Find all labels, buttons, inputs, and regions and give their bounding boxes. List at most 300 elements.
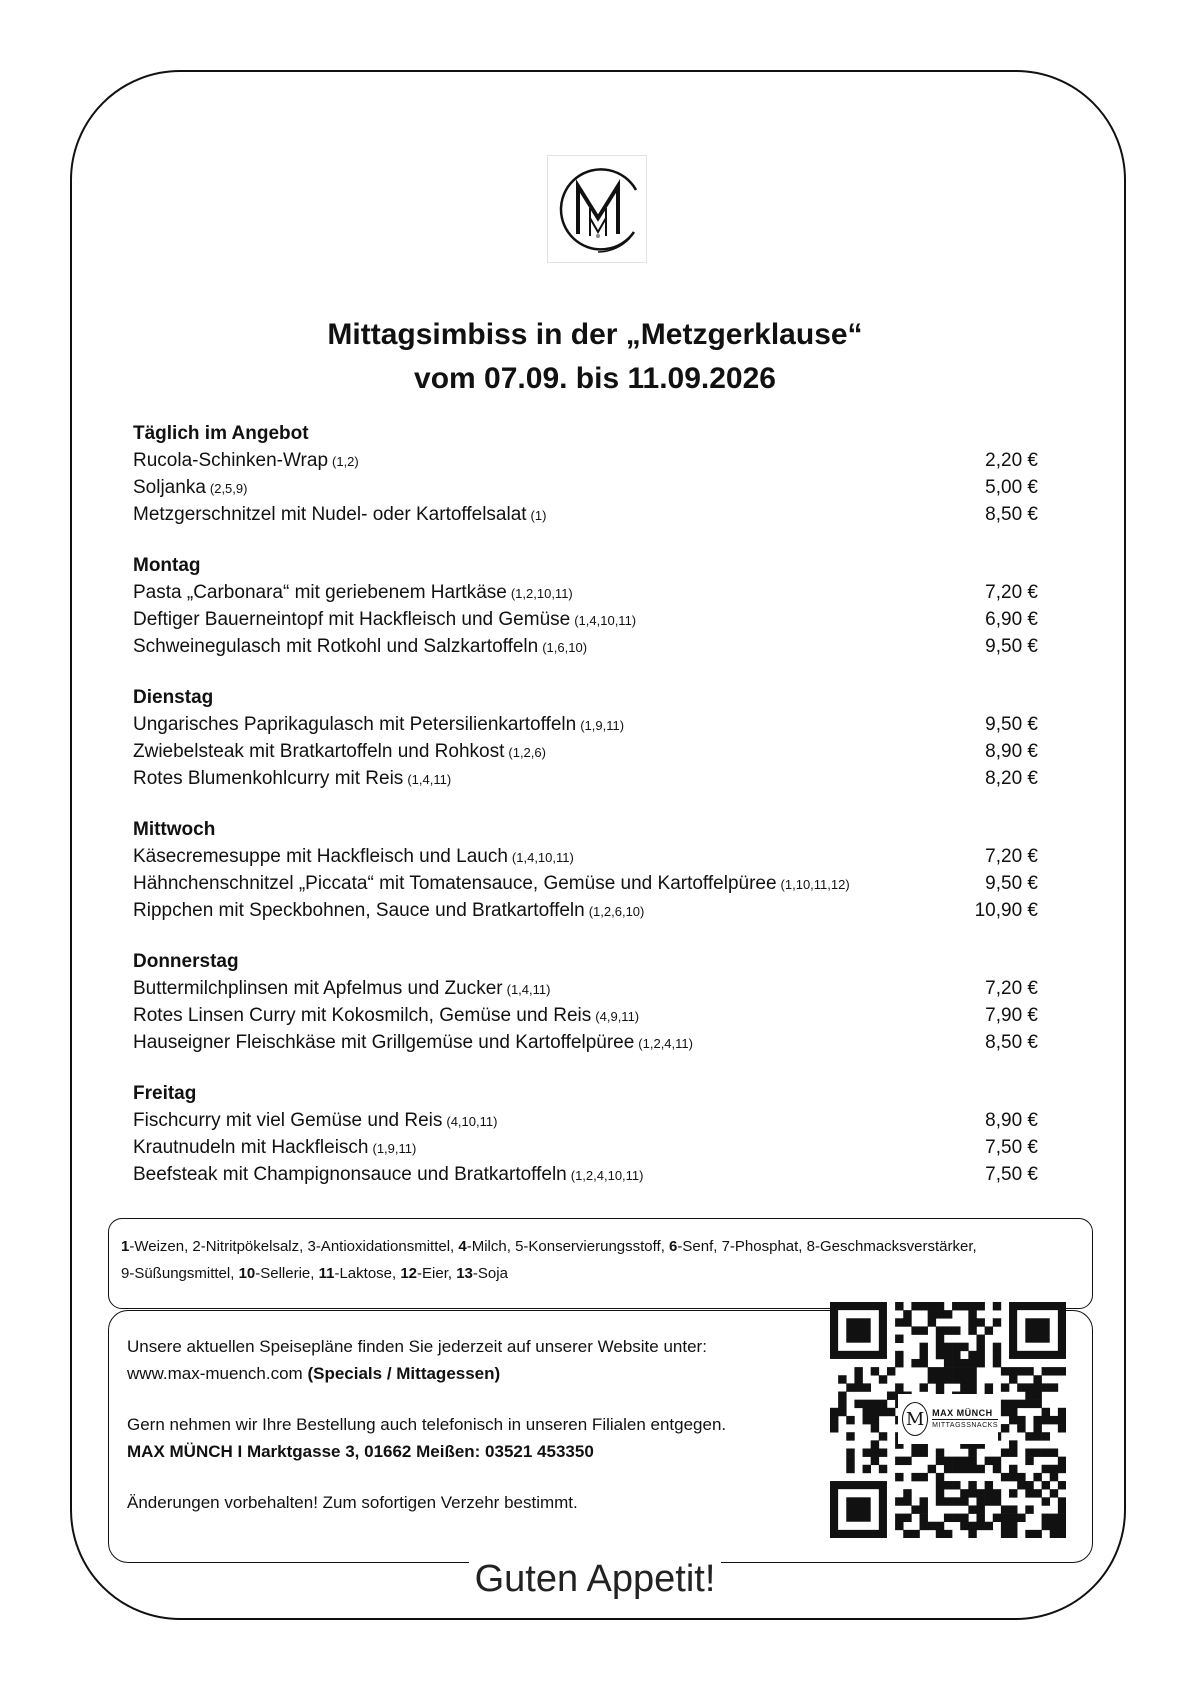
qr-module bbox=[920, 1383, 928, 1391]
menu-item-description bbox=[133, 633, 587, 661]
qr-module bbox=[1001, 1424, 1009, 1432]
qr-module bbox=[895, 1335, 903, 1343]
menu-item-description bbox=[133, 975, 550, 1003]
qr-module bbox=[871, 1367, 879, 1375]
menu-item bbox=[133, 975, 1038, 1002]
qr-module bbox=[928, 1465, 936, 1473]
qr-module bbox=[993, 1465, 1001, 1473]
qr-module bbox=[911, 1302, 919, 1310]
qr-module bbox=[968, 1465, 976, 1473]
qr-module bbox=[976, 1505, 984, 1513]
menu-item-name: Schweinegulasch mit Rotkohl und Salzkartoffeln bbox=[133, 636, 539, 657]
menu-item-name: Buttermilchplinsen mit Apfelmus und Zucker bbox=[133, 978, 503, 999]
qr-module bbox=[879, 1448, 887, 1456]
qr-module bbox=[936, 1457, 944, 1465]
qr-module bbox=[1025, 1530, 1033, 1538]
qr-module bbox=[936, 1481, 944, 1489]
qr-module bbox=[960, 1375, 968, 1383]
section-title: Dienstag bbox=[133, 687, 214, 708]
menu-item-name: Metzgerschnitzel mit Nudel- oder Kartoffelsalat bbox=[133, 504, 527, 525]
qr-module bbox=[1042, 1481, 1050, 1489]
qr-module bbox=[976, 1335, 984, 1343]
allergen-codes: (4,9,11) bbox=[595, 1009, 640, 1024]
qr-module bbox=[944, 1530, 952, 1538]
qr-module bbox=[968, 1375, 976, 1383]
qr-finder-inner bbox=[1025, 1318, 1049, 1342]
menu-item-description bbox=[133, 1161, 644, 1189]
menu-item-description bbox=[133, 1107, 497, 1135]
qr-module bbox=[1058, 1408, 1066, 1416]
qr-module bbox=[846, 1465, 854, 1473]
menu-item-name: Rucola-Schinken-Wrap bbox=[133, 450, 329, 471]
qr-module bbox=[1058, 1522, 1066, 1530]
qr-module bbox=[960, 1367, 968, 1375]
allergen-codes: (1,4,11) bbox=[407, 772, 452, 787]
allergen-number: 3 bbox=[307, 1238, 316, 1255]
qr-module bbox=[993, 1457, 1001, 1465]
qr-module bbox=[920, 1359, 928, 1367]
menu-section bbox=[133, 816, 1038, 924]
qr-module bbox=[960, 1359, 968, 1367]
qr-module bbox=[1033, 1383, 1041, 1391]
qr-module bbox=[871, 1448, 879, 1456]
qr-module bbox=[944, 1481, 952, 1489]
qr-module bbox=[1009, 1440, 1017, 1448]
qr-module bbox=[936, 1367, 944, 1375]
website-link[interactable]: www.max-muench.com bbox=[127, 1364, 303, 1383]
qr-module bbox=[1058, 1465, 1066, 1473]
qr-module bbox=[1050, 1522, 1058, 1530]
qr-module bbox=[838, 1408, 846, 1416]
allergen-label: -Konservierungsstoff, bbox=[523, 1238, 670, 1255]
qr-module bbox=[1025, 1448, 1033, 1456]
menu-item-price: 10,90 € bbox=[974, 900, 1038, 921]
qr-module bbox=[871, 1424, 879, 1432]
qr-module bbox=[928, 1375, 936, 1383]
qr-module bbox=[863, 1416, 871, 1424]
qr-module bbox=[960, 1497, 968, 1505]
qr-module bbox=[1058, 1505, 1066, 1513]
qr-module bbox=[903, 1497, 911, 1505]
qr-module bbox=[1009, 1375, 1017, 1383]
menu-item bbox=[133, 897, 1038, 924]
qr-module bbox=[968, 1318, 976, 1326]
qr-module bbox=[911, 1473, 919, 1481]
qr-module bbox=[1001, 1408, 1009, 1416]
qr-module bbox=[952, 1481, 960, 1489]
allergen-legend bbox=[108, 1218, 1093, 1309]
qr-module bbox=[920, 1448, 928, 1456]
page-subtitle-date-range: vom 07.09. bis 11.09.2026 bbox=[414, 362, 776, 395]
menu-item bbox=[133, 501, 1038, 528]
qr-module bbox=[960, 1514, 968, 1522]
qr-module bbox=[1058, 1416, 1066, 1424]
qr-module bbox=[1058, 1424, 1066, 1432]
qr-module bbox=[944, 1359, 952, 1367]
qr-module bbox=[879, 1465, 887, 1473]
qr-module bbox=[985, 1457, 993, 1465]
qr-module bbox=[928, 1367, 936, 1375]
qr-module bbox=[1033, 1375, 1041, 1383]
menu-item-name: Beefsteak mit Champignonsauce und Bratkartoffeln bbox=[133, 1164, 567, 1185]
menu-item bbox=[133, 1029, 1038, 1056]
section-title: Mittwoch bbox=[133, 819, 216, 840]
section-title: Täglich im Angebot bbox=[133, 423, 309, 444]
qr-module bbox=[895, 1359, 903, 1367]
qr-module bbox=[1050, 1465, 1058, 1473]
qr-code[interactable] bbox=[830, 1302, 1066, 1538]
qr-finder-inner bbox=[846, 1318, 870, 1342]
qr-module bbox=[1050, 1514, 1058, 1522]
allergen-number: 13 bbox=[456, 1265, 473, 1282]
qr-module bbox=[846, 1457, 854, 1465]
qr-module bbox=[838, 1375, 846, 1383]
allergen-label: -Süßungsmittel, bbox=[129, 1265, 239, 1282]
qr-module bbox=[895, 1457, 903, 1465]
qr-module bbox=[920, 1343, 928, 1351]
allergen-label: -Eier, bbox=[417, 1265, 457, 1282]
qr-module bbox=[1050, 1530, 1058, 1538]
menu-item-description bbox=[133, 447, 359, 475]
qr-module bbox=[944, 1465, 952, 1473]
menu-item-name: Käsecremesuppe mit Hackfleisch und Lauch bbox=[133, 846, 508, 867]
qr-module bbox=[903, 1530, 911, 1538]
qr-module bbox=[968, 1326, 976, 1334]
qr-module bbox=[928, 1318, 936, 1326]
page-title: Mittagsimbiss in der „Metzgerklause“ bbox=[327, 318, 863, 351]
qr-module bbox=[944, 1514, 952, 1522]
qr-module bbox=[846, 1416, 854, 1424]
menu-item-price: 9,50 € bbox=[985, 873, 1038, 894]
qr-module bbox=[1025, 1457, 1033, 1465]
allergen-codes: (1,9,11) bbox=[372, 1141, 417, 1156]
menu-section bbox=[133, 552, 1038, 660]
qr-module bbox=[830, 1408, 838, 1416]
allergen-codes: (1,4,10,11) bbox=[511, 850, 574, 865]
qr-finder-inner bbox=[846, 1497, 870, 1521]
qr-module bbox=[863, 1383, 871, 1391]
qr-module bbox=[1058, 1530, 1066, 1538]
qr-module bbox=[887, 1367, 895, 1375]
qr-module bbox=[1009, 1522, 1017, 1530]
qr-module bbox=[1017, 1367, 1025, 1375]
qr-module bbox=[976, 1359, 984, 1367]
qr-module bbox=[895, 1514, 903, 1522]
qr-module bbox=[960, 1383, 968, 1391]
allergen-number: 8 bbox=[806, 1238, 815, 1255]
qr-module bbox=[976, 1318, 984, 1326]
menu-item-name: Rippchen mit Speckbohnen, Sauce und Bratkartoffeln bbox=[133, 900, 585, 921]
menu-item bbox=[133, 474, 1038, 501]
qr-module bbox=[1050, 1367, 1058, 1375]
mm-monogram-icon bbox=[548, 156, 648, 264]
qr-module bbox=[863, 1408, 871, 1416]
footer-greeting: Guten Appetit! bbox=[0, 1558, 1190, 1601]
menu-item-description bbox=[133, 738, 546, 766]
qr-module bbox=[928, 1302, 936, 1310]
qr-module bbox=[1042, 1416, 1050, 1424]
qr-module bbox=[1033, 1400, 1041, 1408]
qr-module bbox=[1017, 1424, 1025, 1432]
qr-module bbox=[1025, 1505, 1033, 1513]
allergen-codes: (1,2,4,11) bbox=[638, 1036, 693, 1051]
qr-module bbox=[1042, 1497, 1050, 1505]
qr-module bbox=[944, 1497, 952, 1505]
qr-module bbox=[895, 1383, 903, 1391]
menu-item-price: 7,90 € bbox=[985, 1005, 1038, 1026]
menu-section bbox=[133, 1080, 1038, 1188]
allergen-codes: (1,2) bbox=[332, 454, 359, 469]
allergen-number: 9 bbox=[121, 1265, 130, 1282]
qr-module bbox=[1058, 1457, 1066, 1465]
qr-badge-title: MAX MÜNCH bbox=[932, 1407, 993, 1418]
qr-module bbox=[1033, 1530, 1041, 1538]
qr-module bbox=[903, 1514, 911, 1522]
qr-module bbox=[960, 1457, 968, 1465]
qr-module bbox=[1009, 1530, 1017, 1538]
qr-module bbox=[920, 1514, 928, 1522]
qr-module bbox=[1009, 1416, 1017, 1424]
allergen-label: -Sellerie, bbox=[255, 1265, 319, 1282]
qr-module bbox=[920, 1505, 928, 1513]
qr-module bbox=[1001, 1514, 1009, 1522]
qr-module bbox=[1050, 1416, 1058, 1424]
menu bbox=[133, 420, 1038, 1212]
qr-module bbox=[1001, 1473, 1009, 1481]
qr-module bbox=[830, 1416, 838, 1424]
qr-module bbox=[911, 1530, 919, 1538]
qr-module bbox=[936, 1530, 944, 1538]
allergen-number: 6 bbox=[669, 1238, 678, 1255]
menu-item bbox=[133, 633, 1038, 660]
menu-item-description bbox=[133, 501, 546, 529]
menu-item bbox=[133, 765, 1038, 792]
qr-module bbox=[968, 1481, 976, 1489]
qr-module bbox=[1017, 1383, 1025, 1391]
menu-item bbox=[133, 606, 1038, 633]
info-text bbox=[127, 1333, 777, 1516]
qr-module bbox=[1050, 1383, 1058, 1391]
qr-module bbox=[936, 1310, 944, 1318]
allergen-number: 7 bbox=[721, 1238, 730, 1255]
menu-item bbox=[133, 738, 1038, 765]
qr-module bbox=[871, 1400, 879, 1408]
qr-module bbox=[976, 1489, 984, 1497]
menu-item-price: 8,50 € bbox=[985, 1032, 1038, 1053]
allergen-codes: (1,9,11) bbox=[580, 718, 625, 733]
menu-item-name: Pasta „Carbonara“ mit geriebenem Hartkäse bbox=[133, 582, 507, 603]
qr-module bbox=[968, 1530, 976, 1538]
qr-module bbox=[903, 1457, 911, 1465]
qr-module bbox=[1050, 1448, 1058, 1456]
qr-module bbox=[887, 1408, 895, 1416]
qr-module bbox=[952, 1367, 960, 1375]
section-title: Donnerstag bbox=[133, 951, 239, 972]
qr-module bbox=[1042, 1432, 1050, 1440]
qr-module bbox=[1042, 1408, 1050, 1416]
qr-module bbox=[1033, 1416, 1041, 1424]
qr-module bbox=[993, 1351, 1001, 1359]
menu-item-description bbox=[133, 474, 247, 502]
qr-module bbox=[1009, 1367, 1017, 1375]
qr-module bbox=[903, 1318, 911, 1326]
qr-module bbox=[952, 1351, 960, 1359]
qr-module bbox=[968, 1383, 976, 1391]
qr-module bbox=[1042, 1383, 1050, 1391]
menu-item-description bbox=[133, 870, 850, 898]
allergen-number: 5 bbox=[515, 1238, 524, 1255]
qr-module bbox=[960, 1489, 968, 1497]
qr-module bbox=[920, 1302, 928, 1310]
menu-item-price: 8,90 € bbox=[985, 741, 1038, 762]
qr-module bbox=[879, 1400, 887, 1408]
menu-section bbox=[133, 948, 1038, 1056]
qr-module bbox=[1017, 1473, 1025, 1481]
qr-module bbox=[1033, 1424, 1041, 1432]
qr-module bbox=[838, 1392, 846, 1400]
qr-module bbox=[985, 1326, 993, 1334]
menu-item-price: 9,50 € bbox=[985, 636, 1038, 657]
allergen-codes: (1,6,10) bbox=[542, 640, 588, 655]
qr-module bbox=[1009, 1400, 1017, 1408]
qr-module bbox=[968, 1522, 976, 1530]
menu-item-price: 9,50 € bbox=[985, 714, 1038, 735]
qr-module bbox=[936, 1326, 944, 1334]
qr-module bbox=[1025, 1392, 1033, 1400]
allergen-codes: (4,10,11) bbox=[446, 1114, 498, 1129]
qr-module bbox=[976, 1497, 984, 1505]
menu-item-description bbox=[133, 606, 636, 634]
qr-module bbox=[1042, 1367, 1050, 1375]
qr-module bbox=[1033, 1448, 1041, 1456]
info-address-phone: MAX MÜNCH I Marktgasse 3, 01662 Meißen: 03521 453350 bbox=[127, 1442, 594, 1461]
qr-module bbox=[1025, 1489, 1033, 1497]
qr-module bbox=[993, 1489, 1001, 1497]
qr-module bbox=[952, 1375, 960, 1383]
qr-module bbox=[863, 1448, 871, 1456]
qr-module bbox=[976, 1522, 984, 1530]
qr-module bbox=[1001, 1400, 1009, 1408]
allergen-label: -Milch, bbox=[466, 1238, 516, 1255]
qr-module bbox=[936, 1375, 944, 1383]
qr-module bbox=[952, 1465, 960, 1473]
qr-module bbox=[928, 1522, 936, 1530]
qr-module bbox=[1050, 1473, 1058, 1481]
allergen-codes: (1,2,6,10) bbox=[588, 904, 645, 919]
menu-item-price: 7,20 € bbox=[985, 582, 1038, 603]
qr-module bbox=[1017, 1416, 1025, 1424]
menu-item-name: Ungarisches Paprikagulasch mit Petersilienkartoffeln bbox=[133, 714, 577, 735]
qr-module bbox=[976, 1343, 984, 1351]
qr-module bbox=[920, 1473, 928, 1481]
qr-module bbox=[1042, 1465, 1050, 1473]
menu-item-name: Hauseigner Fleischkäse mit Grillgemüse und Kartoffelpüree bbox=[133, 1032, 635, 1053]
qr-module bbox=[928, 1310, 936, 1318]
menu-item-name: Rotes Linsen Curry mit Kokosmilch, Gemüse und Reis bbox=[133, 1005, 592, 1026]
qr-badge-text bbox=[932, 1408, 998, 1431]
menu-item bbox=[133, 1107, 1038, 1134]
qr-module bbox=[1025, 1400, 1033, 1408]
qr-module bbox=[1033, 1489, 1041, 1497]
qr-module bbox=[936, 1489, 944, 1497]
qr-module bbox=[952, 1326, 960, 1334]
qr-module bbox=[944, 1343, 952, 1351]
qr-module bbox=[863, 1400, 871, 1408]
qr-module bbox=[968, 1302, 976, 1310]
qr-module bbox=[879, 1375, 887, 1383]
qr-module bbox=[920, 1351, 928, 1359]
menu-item-name: Zwiebelsteak mit Bratkartoffeln und Rohkost bbox=[133, 741, 505, 762]
allergen-codes: (1,4,11) bbox=[506, 982, 551, 997]
qr-module bbox=[1009, 1465, 1017, 1473]
qr-module bbox=[1033, 1432, 1041, 1440]
qr-module bbox=[936, 1473, 944, 1481]
section-title: Freitag bbox=[133, 1083, 197, 1104]
menu-item-price: 7,50 € bbox=[985, 1164, 1038, 1185]
qr-module bbox=[1042, 1522, 1050, 1530]
menu-section bbox=[133, 420, 1038, 528]
qr-module bbox=[1001, 1448, 1009, 1456]
qr-module bbox=[1009, 1448, 1017, 1456]
qr-module bbox=[960, 1302, 968, 1310]
logo bbox=[547, 155, 647, 263]
qr-module bbox=[1017, 1514, 1025, 1522]
menu-item-description bbox=[133, 843, 574, 871]
allergen-codes: (1,2,10,11) bbox=[510, 586, 573, 601]
qr-module bbox=[871, 1457, 879, 1465]
allergen-label: -Nitritpökelsalz, bbox=[200, 1238, 308, 1255]
allergen-codes: (1,4,10,11) bbox=[574, 613, 637, 628]
qr-module bbox=[1050, 1489, 1058, 1497]
qr-module bbox=[976, 1465, 984, 1473]
qr-module bbox=[936, 1497, 944, 1505]
qr-module bbox=[968, 1489, 976, 1497]
menu-item bbox=[133, 1161, 1038, 1188]
menu-item-price: 7,50 € bbox=[985, 1137, 1038, 1158]
qr-module bbox=[903, 1310, 911, 1318]
qr-module bbox=[952, 1343, 960, 1351]
qr-module bbox=[1042, 1514, 1050, 1522]
qr-module bbox=[993, 1302, 1001, 1310]
qr-module bbox=[895, 1302, 903, 1310]
qr-module bbox=[993, 1318, 1001, 1326]
qr-module bbox=[838, 1400, 846, 1408]
menu-item-price: 7,20 € bbox=[985, 846, 1038, 867]
allergen-codes: (1) bbox=[530, 508, 547, 523]
qr-module bbox=[960, 1343, 968, 1351]
allergen-codes: (1,2,6) bbox=[508, 745, 546, 760]
qr-module bbox=[846, 1432, 854, 1440]
qr-module bbox=[846, 1448, 854, 1456]
qr-module bbox=[1058, 1514, 1066, 1522]
qr-module bbox=[1001, 1505, 1009, 1513]
qr-module bbox=[968, 1359, 976, 1367]
qr-module bbox=[993, 1359, 1001, 1367]
allergen-label: -Laktose, bbox=[334, 1265, 401, 1282]
menu-item-description bbox=[133, 1002, 639, 1030]
allergen-number: 11 bbox=[318, 1265, 335, 1282]
qr-module bbox=[1025, 1432, 1033, 1440]
qr-module bbox=[854, 1400, 862, 1408]
qr-module bbox=[879, 1432, 887, 1440]
qr-module bbox=[968, 1457, 976, 1465]
menu-item-price: 5,00 € bbox=[985, 477, 1038, 498]
qr-module bbox=[1033, 1392, 1041, 1400]
qr-module bbox=[911, 1359, 919, 1367]
qr-module bbox=[871, 1408, 879, 1416]
qr-module bbox=[887, 1392, 895, 1400]
qr-module bbox=[846, 1383, 854, 1391]
